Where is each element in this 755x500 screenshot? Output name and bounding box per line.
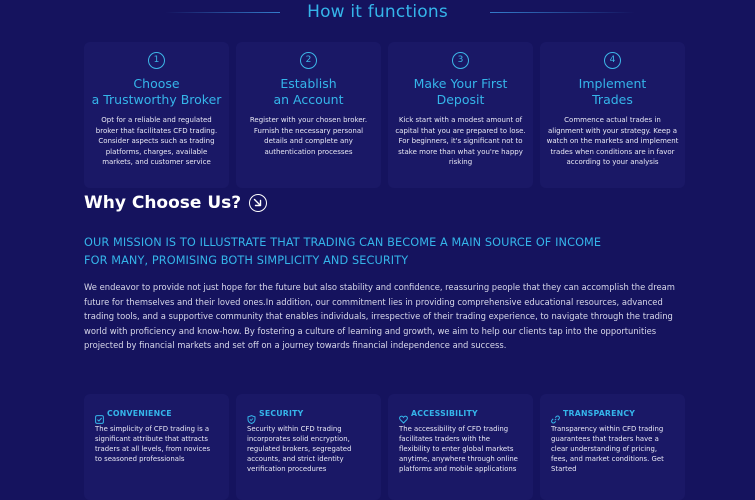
why-choose-us-heading (84, 190, 267, 216)
feature-description: Transparency within CFD trading guarantees that traders have a clear understanding of pricing, fees, and market conditions. Get Started (551, 425, 664, 474)
step-title-line2: an Account (273, 92, 344, 107)
step-number-badge: 3 (452, 52, 469, 69)
header-divider-right (490, 12, 635, 13)
step-card-3 (388, 42, 533, 188)
step-card-4 (540, 42, 685, 188)
feature-description: The simplicity of CFD trading is a significant attribute that attracts traders at all levels, from novices to seasoned professionals (95, 425, 211, 464)
shield-icon (247, 409, 256, 418)
heart-icon (399, 409, 408, 418)
feature-label: SECURITY (259, 408, 304, 418)
feature-card-accessibility (388, 394, 533, 500)
step-number-badge: 4 (604, 52, 621, 69)
step-description: Commence actual trades in alignment with your strategy. Keep a watch on the markets and implement trades when conditions are in favor according to your analysis (546, 116, 679, 167)
feature-header (247, 407, 371, 419)
features-row (84, 394, 686, 500)
step-title-line2: Deposit (436, 92, 485, 107)
step-title-line1: Choose (133, 76, 180, 91)
feature-description: Security within CFD trading incorporates solid encryption, regulated brokers, segregated accounts, and strict identity verification procedures (247, 425, 352, 474)
steps-row (84, 42, 686, 188)
step-card-1 (84, 42, 229, 188)
feature-label: CONVENIENCE (107, 408, 172, 418)
step-description: Opt for a reliable and regulated broker that facilitates CFD trading. Consider aspects such as trading platforms, charges, available markets, and customer service (95, 116, 218, 167)
link-icon (551, 409, 560, 418)
feature-header (551, 407, 675, 419)
mission-paragraph: We endeavor to provide not just hope for the future but also stability and confidence, reassuring people that they can accomplish the dream future for themselves and their loved ones.In addition, our commitment lies in providing comprehensive educational resources, advanced trading tools, and a supportive community that enables individuals, irrespective of their trading experience, to navigate through the trading world with proficiency and know-how. By fostering a culture of learning and growth, we aim to help our clients tap into the opportunities projected by financial markets and set off on a journey towards financial independence and success. (84, 282, 675, 351)
section-header (0, 0, 755, 26)
mission-line1: OUR MISSION IS TO ILLUSTRATE THAT TRADING CAN BECOME A MAIN SOURCE OF INCOME (84, 236, 602, 249)
why-title: Why Choose Us? (84, 193, 242, 213)
feature-card-transparency (540, 394, 685, 500)
check-shield-icon (95, 409, 104, 418)
feature-card-convenience (84, 394, 229, 500)
step-number-badge: 2 (300, 52, 317, 69)
step-title (388, 76, 533, 108)
feature-card-security (236, 394, 381, 500)
feature-header (399, 407, 523, 419)
step-title (236, 76, 381, 108)
step-title-line1: Establish (280, 76, 337, 91)
feature-label: ACCESSIBILITY (411, 408, 478, 418)
feature-description: The accessibility of CFD trading facilitates traders with the flexibility to enter global markets anytime, anywhere through online platforms and mobile applications (399, 425, 518, 474)
step-description: Register with your chosen broker. Furnish the necessary personal details and complete any authentication processes (249, 116, 368, 156)
section-title: How it functions (307, 2, 448, 22)
mission-line2: FOR MANY, PROMISING BOTH SIMPLICITY AND SECURITY (84, 254, 409, 267)
step-number-badge: 1 (148, 52, 165, 69)
step-title-line2: Trades (592, 92, 633, 107)
step-card-2 (236, 42, 381, 188)
arrow-down-right-icon[interactable] (249, 194, 267, 212)
step-title-line2: a Trustworthy Broker (91, 92, 222, 107)
mission-statement (84, 234, 684, 270)
step-title (540, 76, 685, 108)
feature-header (95, 407, 219, 419)
feature-label: TRANSPARENCY (563, 408, 636, 418)
step-title-line1: Implement (578, 76, 647, 91)
step-title (84, 76, 229, 108)
step-description: Kick start with a modest amount of capital that you are prepared to lose. For beginners, it's significant not to stake more than what you're happy risking (395, 116, 526, 167)
step-title-line1: Make Your First (413, 76, 508, 91)
